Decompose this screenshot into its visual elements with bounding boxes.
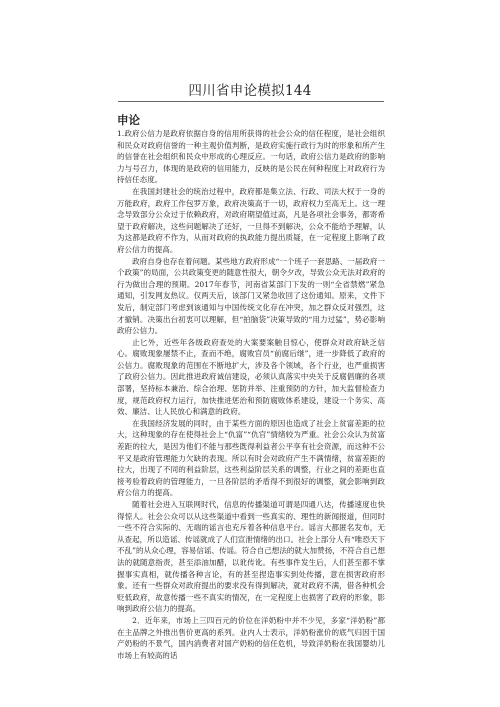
section-heading: 申论 bbox=[117, 113, 140, 127]
paragraph: 政府自身也存在着问题。某些地方政府形成“一个班子一套思路、一届政府一个政策”的局面，公共政策变更的随意性很大，朝令夕改，导致公众无法对政府的行为做出合理的预期。2017年春节，河南省某部门下发的一则“全省禁燃”紧急通知，引发网友热议。仅两天后，该部门又紧急收回了这份通知。原来，文件下发后，制定部门考虑到该通知与中国传统文化存在冲突，加之群众反对强烈，这才撤销。决策出台初衷可以理解，但“拍脑袋”决策导致的“用力过猛”，势必影响政府公信力。 bbox=[117, 256, 385, 336]
paragraph: 1.政府公信力是政府依据自身的信用所获得的社会公众的信任程度，是社会组织和民众对政府信誉的一种主观价值判断，是政府实施行政行为时的形象和所产生的信誉在社会组织和民众中形成的心理反应。一句话，政府公信力是政府的影响力与号召力，体现的是政府的信用能力，反映的是公民在何种程度上对政府行为持信任态度。 bbox=[117, 129, 385, 185]
title-divider bbox=[118, 101, 384, 102]
paragraph: 在我国封建社会的统治过程中，政府都是集立法、行政、司法大权于一身的万能政府，政府工作包罗万象，政府决策高于一切，政府权力至高无上。这一理念导致部分公众过于依赖政府，对政府期望值过高，凡是各项社会事务，都寄希望于政府解决，这些问题解决了还好，一旦得不到解决，公众不能给予理解，认为这都是政府不作为，从而对政府的执政能力提出质疑，在一定程度上影响了政府公信力的提高。 bbox=[117, 186, 385, 254]
document-body bbox=[117, 128, 385, 661]
paragraph: 随着社会进入互联网时代，信息的传播渠道可谓是四通八达，传播速度也快得惊人。社会公众可以从这些渠道中看到一些真实的、理性的新闻报道，但同时一些不符合实际的、无端的谣言也充斥着各种信息平台。谣言大都匿名发布，无从查起，所以造谣、传谣就成了人们宣泄情绪的出口。社会上部分人有“唯恐天下不乱”的从众心理，容易信谣、传谣。符合自己想法的就大加赞扬，不符合自己想法的就随意指责，甚至添油加醋，以讹传讹。有些事件发生后，人们甚至都不掌握事实真相，就传播各种言论，有的甚至捏造事实到处传播，意在损害政府形象。还有一些群众对政府提出的要求没有得到解决，就对政府不满，借各种机会贬低政府，故意传播一些不真实的情况，在一定程度上也损害了政府的形象，影响到政府公信力的提高。 bbox=[117, 500, 385, 614]
paragraph: 2．近年来，市场上三四百元的价位在洋奶粉中并不少见，多家“洋奶粉”都在主品牌之外推出售价更高的系列。业内人士表示，洋奶粉涨价的底气归因于国产奶粉的不景气，国内消费者对国产奶粉的信任危机，导致洋奶粉在我国婴幼儿市场上有较高的话 bbox=[117, 615, 385, 660]
paragraph: 止匕外，近些年各级政府查处的大案要案触目惊心，使群众对政府缺乏信心。腐败现象屡禁不止，查而不绝，腐败官员“前腐后继”，进一步降低了政府的公信力。腐败现象的范围在不断地扩大，涉及各个领域，各个行业，也严重损害了政府公信力。因此推进政府诚信建设，必须认真落实中央关于反腐倡廉的各项部署，坚持标本兼治、综合治理、惩防并举、注重预防的方针，加大监督检查力度，规范政府权力运行，加快推进惩治和预防腐败体系建设，建设一个务实、高效、廉洁、让人民放心和满意的政府。 bbox=[117, 337, 385, 417]
paragraph: 在我国经济发展的同时，由于某些方面的原因也造成了社会上贫富差距的拉大，这种现象的存在使得社会上“仇富”“仇官”情绪较为严重。社会公众认为贫富差距的拉大，是因为他们不能与那些既得利益者公平享有社会资源，而这种不公平又是政府管理能力欠缺的表现。所以有时会对政府产生不满情绪，贫富差距的拉大，出现了不同的利益阶层，这些利益阶层关系的调整，行业之间的差距也直接考验着政府的管理能力，一旦各阶层的矛盾得不到很好的调整，就会影响到政府公信力的提高。 bbox=[117, 418, 385, 498]
document-title: 四川省申论模拟144 bbox=[188, 83, 312, 99]
